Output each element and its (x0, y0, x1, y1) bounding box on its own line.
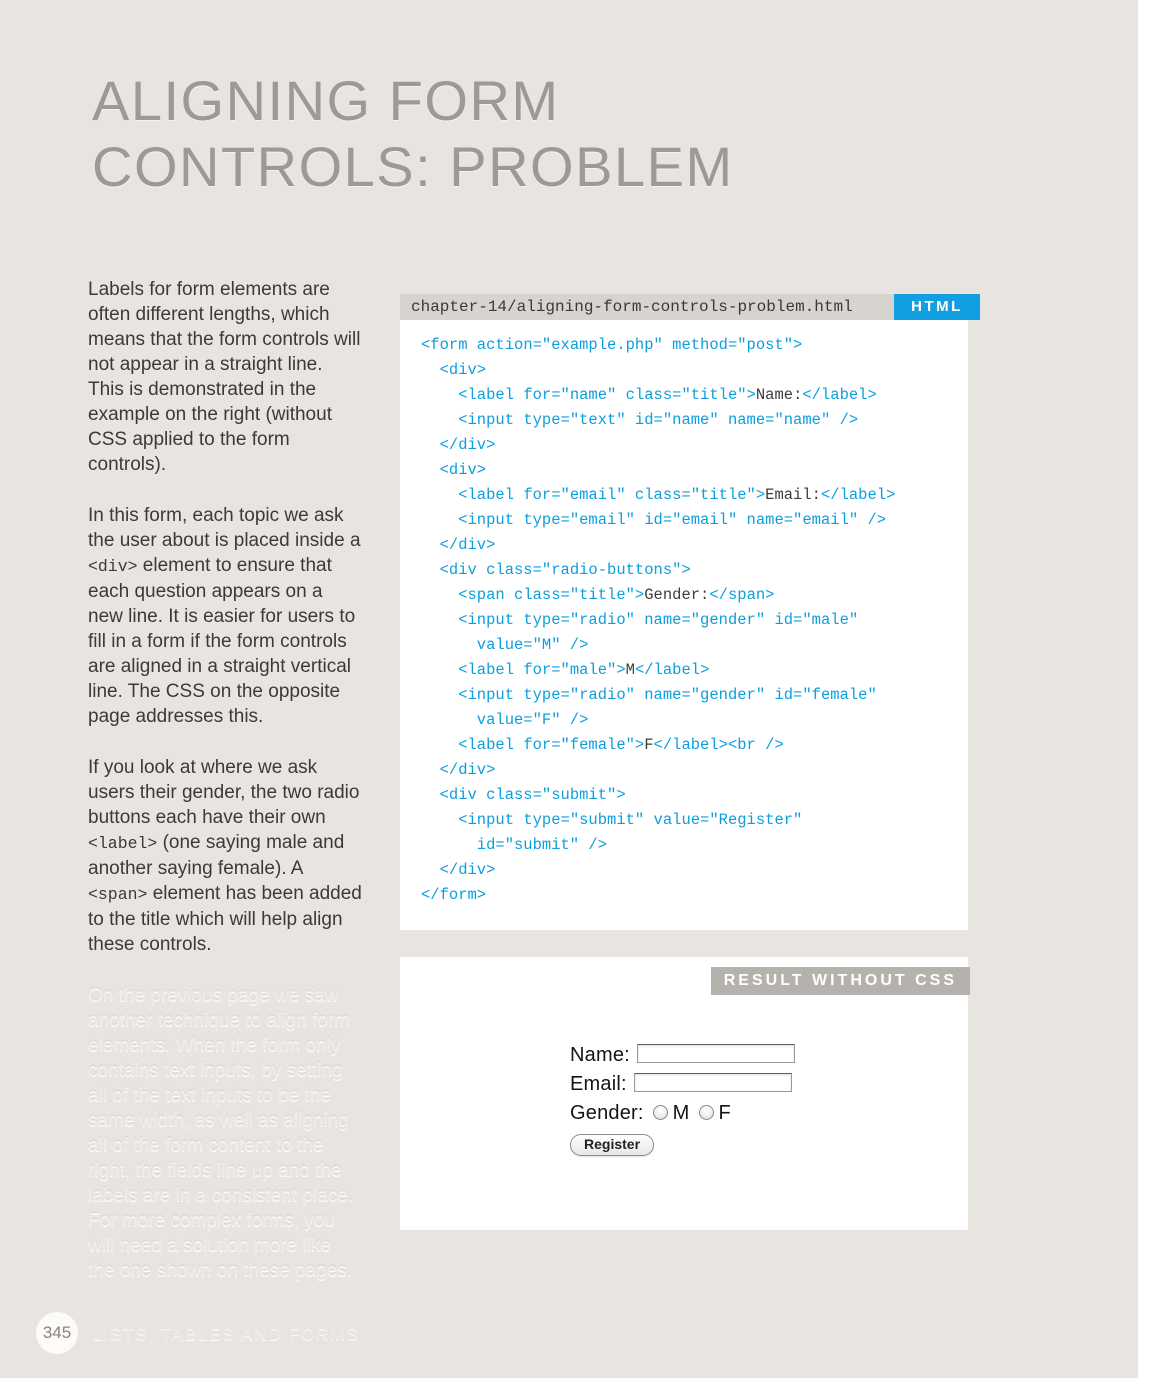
code-text: Email: (765, 486, 821, 504)
code-header-bar (400, 294, 980, 320)
code-line (421, 883, 968, 908)
code-line (421, 583, 968, 608)
code-line (421, 708, 968, 733)
code-tag: <label for="email" class="title"> (458, 486, 766, 504)
code-line (421, 783, 968, 808)
page-title-line1: ALIGNING FORM (92, 69, 560, 132)
rendered-form-demo (570, 1044, 795, 1160)
code-tag: </label> (820, 486, 896, 504)
code-text: M (625, 661, 635, 679)
page-title-line2: CONTROLS: PROBLEM (92, 135, 734, 198)
text-run: (one saying male and another saying female). A (88, 832, 345, 879)
code-line (421, 808, 968, 833)
code-line (421, 683, 968, 708)
code-line (421, 833, 968, 858)
code-tag: </label> (802, 386, 877, 404)
inline-code: <span> (88, 885, 148, 904)
email-label: Email: (570, 1073, 627, 1095)
inline-code: <div> (88, 557, 138, 576)
code-text: Name: (755, 386, 803, 404)
text-run: element has been added to the title which will help align these controls. (88, 883, 362, 955)
code-line (421, 758, 968, 783)
name-label: Name: (570, 1044, 630, 1066)
article-text-column (88, 277, 362, 1309)
code-text: F (644, 736, 654, 754)
html-badge: HTML (894, 294, 980, 320)
code-listing (400, 320, 968, 930)
paragraph (88, 503, 362, 729)
male-option-label: M (672, 1102, 690, 1124)
inline-code: <label> (88, 834, 158, 853)
result-panel (400, 957, 968, 1230)
gender-row (570, 1102, 795, 1131)
code-text: Gender: (644, 586, 710, 604)
code-tag: </form> (421, 886, 487, 904)
code-tag: </div> (439, 761, 496, 779)
code-tag: <div> (439, 361, 487, 379)
code-line (421, 533, 968, 558)
email-row (570, 1073, 795, 1102)
email-input[interactable] (634, 1073, 792, 1092)
text-run: Labels for form elements are often different lengths, which means that the form controls will not appear in a straight line. This is demonstrated in the example on the right (without CSS applied to the form controls). (88, 279, 361, 475)
code-tag: value="F" /> (476, 711, 589, 729)
female-radio[interactable] (699, 1105, 714, 1120)
code-tag: <div class="radio-buttons"> (439, 561, 691, 579)
code-tag: <label for="female"> (458, 736, 645, 754)
code-line (421, 483, 968, 508)
code-tag: <input type="radio" name="gender" id="female" (458, 686, 877, 704)
code-tag: <input type="radio" name="gender" id="male" (458, 611, 859, 629)
code-tag: </div> (439, 861, 496, 879)
text-run: If you look at where we ask users their gender, the two radio buttons each have their own (88, 757, 360, 828)
code-tag: <span class="title"> (458, 586, 645, 604)
code-tag: </label><br /> (653, 736, 784, 754)
code-tag: <label for="name" class="title"> (458, 386, 756, 404)
code-tag: </span> (709, 586, 775, 604)
result-without-css-badge: RESULT WITHOUT CSS (711, 967, 970, 995)
code-line (421, 358, 968, 383)
code-tag: value="M" /> (476, 636, 589, 654)
code-line (421, 658, 968, 683)
text-run: element to ensure that each question appears on a new line. It is easier for users to fill in a form if the form controls are aligned in a straight vertical line. The CSS on the opposite page addresses this. (88, 555, 356, 727)
male-radio[interactable] (653, 1105, 668, 1120)
name-input[interactable] (637, 1044, 795, 1063)
faded-paragraph (88, 983, 362, 1283)
code-tag: <input type="submit" value="Register" (458, 811, 803, 829)
code-line (421, 558, 968, 583)
code-line (421, 508, 968, 533)
chapter-title: LISTS, TABLES AND FORMS (92, 1324, 360, 1344)
code-tag: </div> (439, 536, 496, 554)
code-tag: <form action="example.php" method="post"> (421, 336, 803, 354)
gender-label: Gender: (570, 1102, 644, 1124)
code-line (421, 733, 968, 758)
code-tag: <label for="male"> (458, 661, 626, 679)
code-line (421, 333, 968, 358)
code-tag: <div class="submit"> (439, 786, 626, 804)
code-line (421, 458, 968, 483)
code-line (421, 633, 968, 658)
code-line (421, 608, 968, 633)
code-line (421, 858, 968, 883)
text-run: On the previous page we saw another technique to align form elements. When the form only contains text inputs, by setting all of the text inputs to be the same width, as well as aligning all of the form content to the right, the fields line up and the labels are in a consistent place. For more complex forms, you will need a solution more like the one shown on these pages. (88, 985, 354, 1281)
code-tag: <input type="email" id="email" name="email" /> (458, 511, 887, 529)
code-tag: id="submit" /> (476, 836, 608, 854)
code-tag: <div> (439, 461, 487, 479)
text-run: In this form, each topic we ask the user about is placed inside a (88, 505, 361, 551)
paragraph (88, 277, 362, 477)
register-button[interactable]: Register (570, 1134, 654, 1156)
code-line (421, 408, 968, 433)
paragraph (88, 755, 362, 957)
code-tag: <input type="text" id="name" name="name" /> (458, 411, 859, 429)
code-tag: </label> (634, 661, 710, 679)
submit-row (570, 1131, 795, 1160)
page-number-badge: 345 (36, 1312, 78, 1354)
code-line (421, 433, 968, 458)
code-filename: chapter-14/aligning-form-controls-problem.html (400, 294, 894, 320)
code-line (421, 383, 968, 408)
name-row (570, 1044, 795, 1073)
female-option-label: F (718, 1102, 731, 1124)
page-title (92, 68, 734, 200)
code-tag: </div> (439, 436, 496, 454)
